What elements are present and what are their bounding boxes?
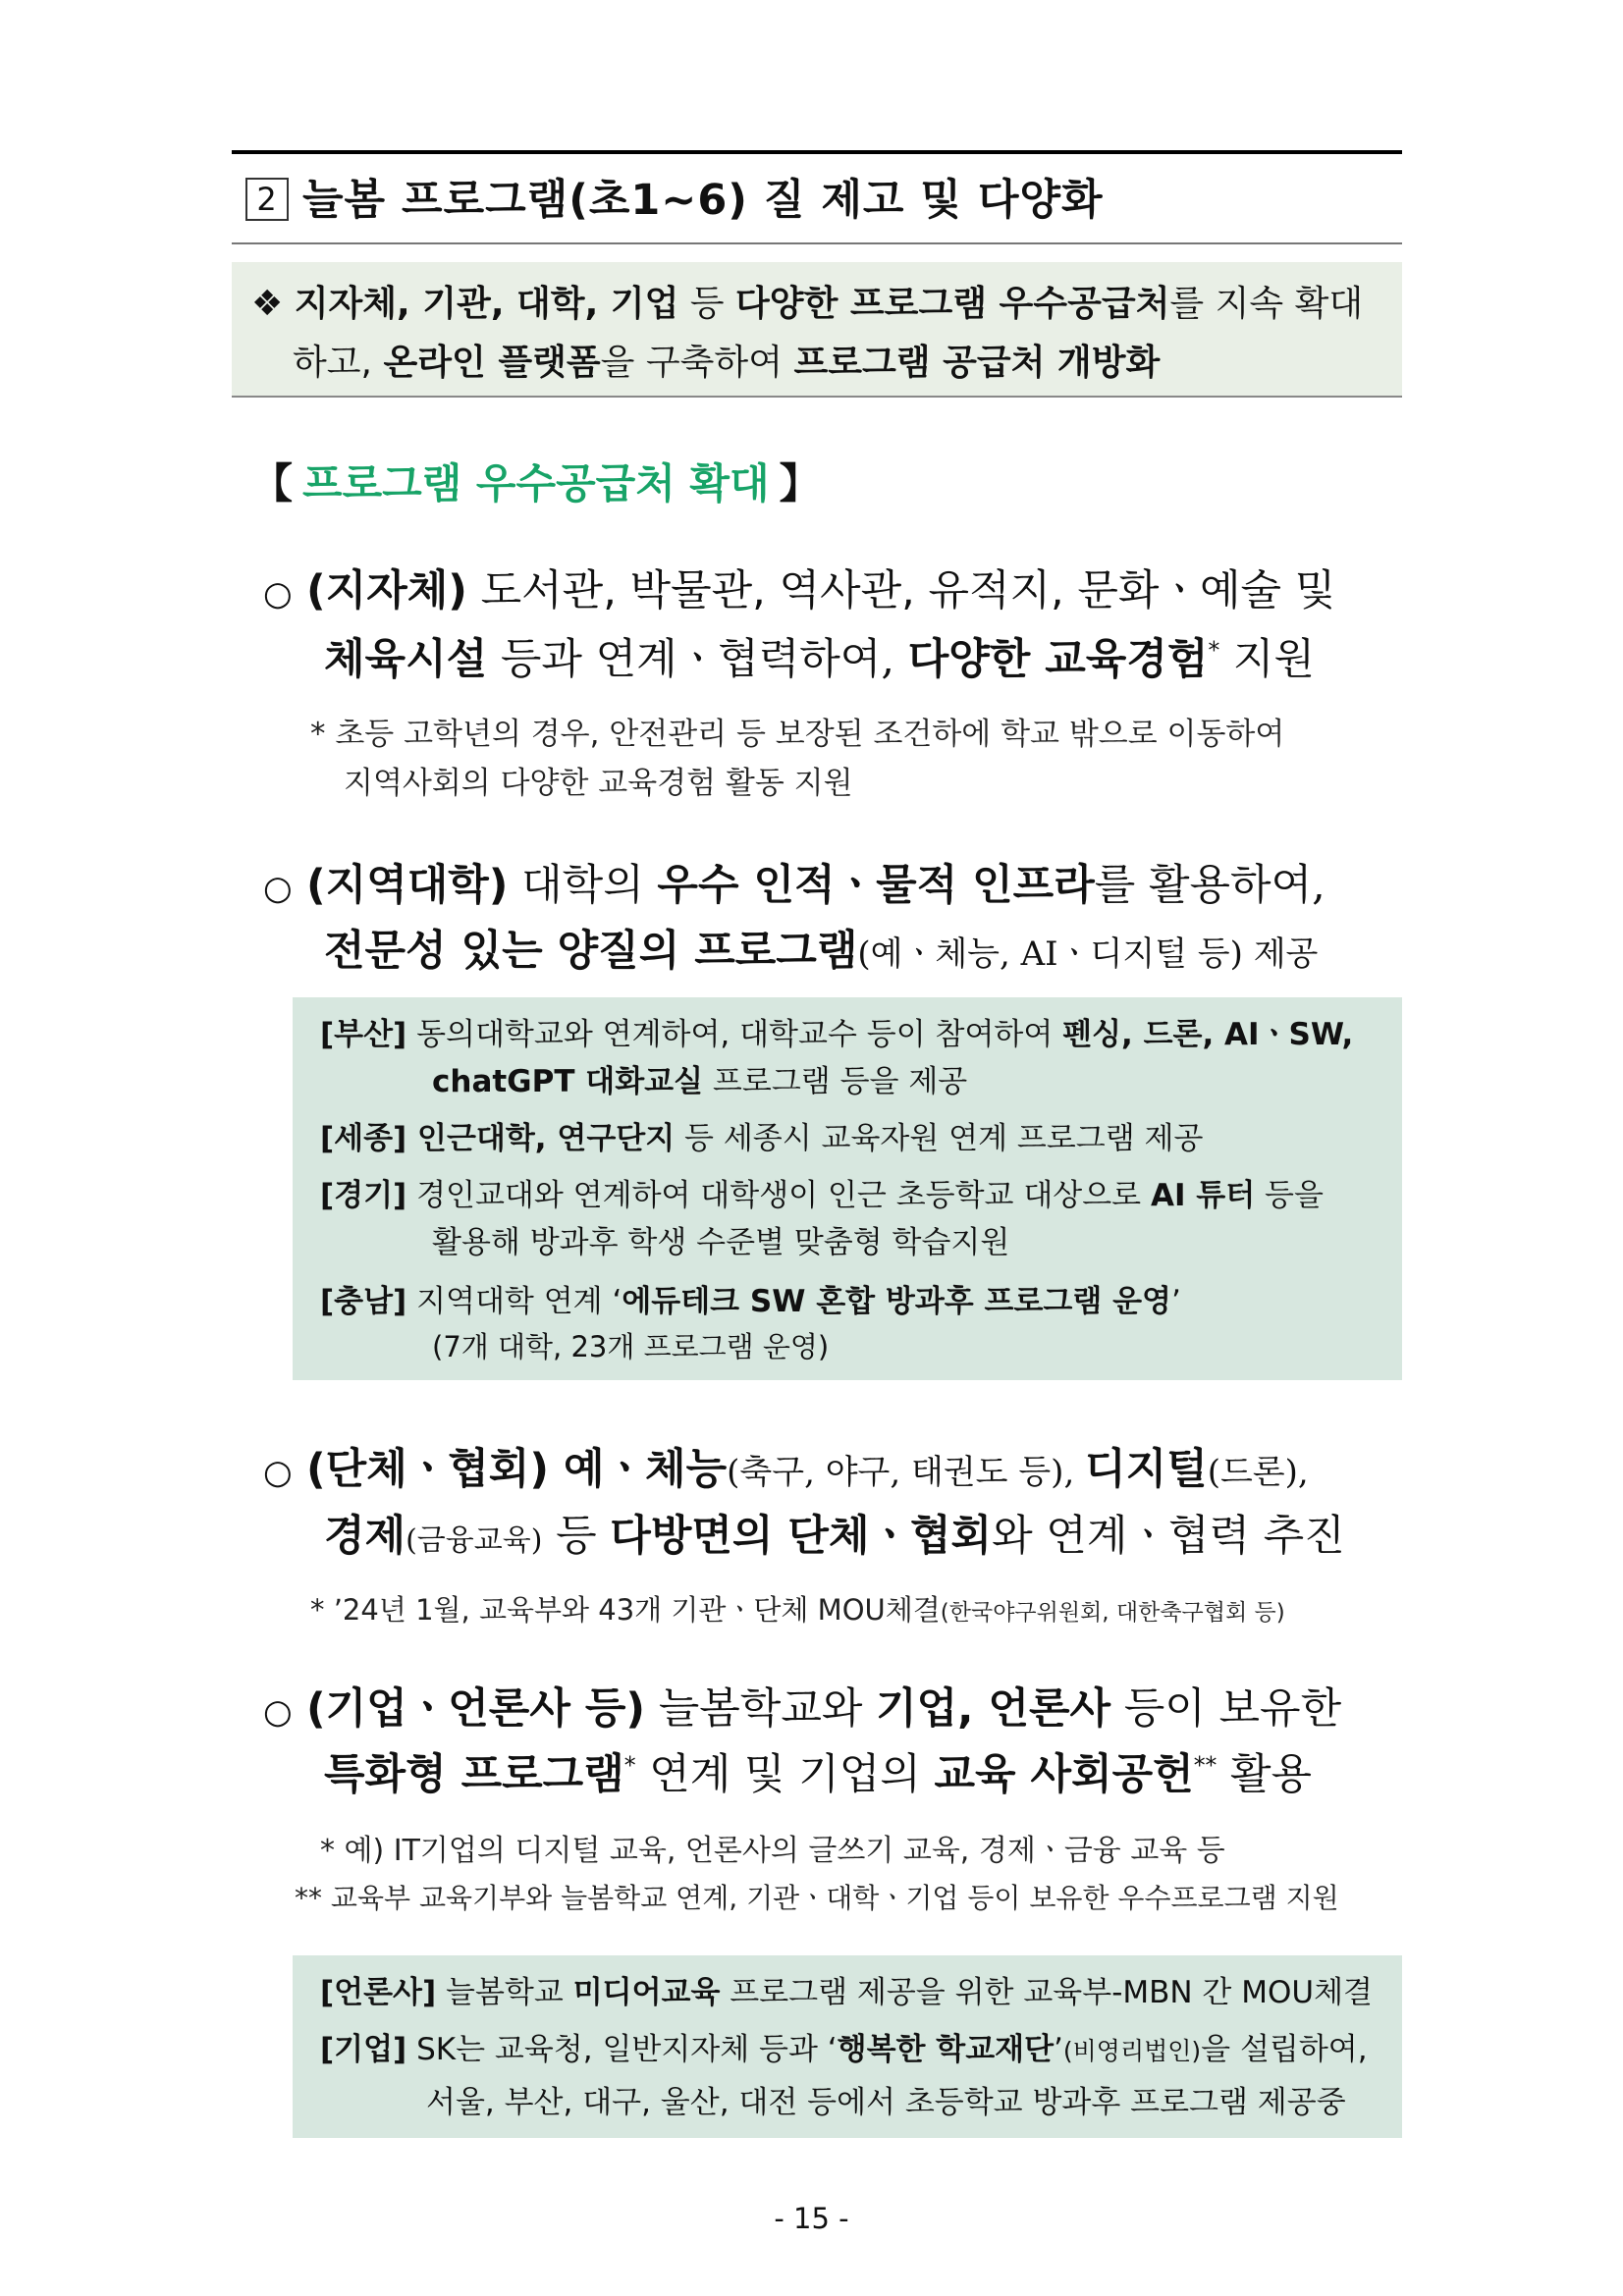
item-text: 를 활용하여,: [1094, 861, 1325, 910]
item-lead: (지자체): [306, 566, 467, 615]
circle-bullet-icon: ○: [263, 869, 293, 908]
summary-text: 하고,: [293, 343, 384, 383]
example-sejong: [320, 1113, 1203, 1157]
example-busan-1: [320, 1009, 1353, 1053]
circle-bullet-icon: ○: [263, 1453, 293, 1492]
summary-line-2: [293, 335, 1160, 385]
example-text: 경인교대와 연계하여 대학생이 인근 초등학교 대상으로: [406, 1178, 1151, 1213]
example-text: 을 설립하여,: [1201, 2032, 1368, 2067]
note-small-text: (한국야구위원회, 대한축구협회 등): [940, 1600, 1285, 1626]
page-number: - 15 -: [774, 2202, 849, 2235]
example-tag: [부산]: [320, 1017, 407, 1052]
bracket-open: 【: [251, 459, 294, 507]
footnote-marker: **: [1193, 1751, 1217, 1780]
item-text: 와 연계ㆍ협력 추진: [992, 1512, 1345, 1561]
item-text: 활용: [1217, 1750, 1313, 1799]
circle-bullet-icon: ○: [263, 574, 293, 614]
example-gyeonggi-1: [320, 1170, 1324, 1214]
item-text: (금융교육): [406, 1523, 543, 1558]
example-corp-2: 서울, 부산, 대구, 울산, 대전 등에서 초등학교 방과후 프로그램 제공중: [426, 2085, 1346, 2120]
summary-bold-text: 온라인 플랫폼: [383, 343, 601, 383]
item-bold: 특화형 프로그램: [324, 1750, 624, 1799]
item-bold: 디지털: [1085, 1445, 1208, 1494]
item-text: (축구, 야구, 태권도 등),: [727, 1453, 1086, 1492]
example-corp-1: [320, 2024, 1368, 2068]
item-text: 지원: [1219, 635, 1316, 684]
item-local-note-2: 지역사회의 다양한 교육경험 활동 지원: [344, 766, 853, 801]
summary-text: 등: [678, 284, 736, 324]
item-text: 등이 보유한: [1110, 1684, 1342, 1734]
example-text: 등을: [1255, 1178, 1324, 1213]
example-text: ’: [1054, 2032, 1063, 2067]
item-text: 늘봄학교와: [645, 1684, 877, 1734]
example-text: ’: [1171, 1284, 1181, 1319]
bracket-close: 】: [779, 459, 821, 507]
item-bold: 다방면의 단체ㆍ협회: [610, 1512, 993, 1561]
subheading-text: 프로그램 우수공급처 확대: [302, 459, 770, 507]
example-box-corp: [293, 1955, 1402, 2138]
item-lead: (기업ㆍ언론사 등): [306, 1684, 646, 1734]
summary-line-1: [251, 276, 1363, 326]
item-bold: 우수 인적ㆍ물적 인프라: [657, 861, 1095, 910]
item-univ-line-2: [324, 918, 1318, 978]
example-bold: AI 튜터: [1150, 1178, 1256, 1213]
item-bold: 체육시설: [324, 635, 488, 684]
section-underline: [232, 242, 1402, 244]
item-text: 등: [542, 1512, 611, 1561]
example-bold: 펜싱, 드론, AIㆍSW,: [1062, 1017, 1354, 1052]
item-text: (예ㆍ체능, AIㆍ디지털 등) 제공: [857, 934, 1319, 974]
item-text: 등과 연계ㆍ협력하여,: [487, 635, 908, 684]
item-bold: 교육 사회공헌: [934, 1750, 1194, 1799]
example-bold: chatGPT 대화교실: [432, 1064, 704, 1099]
item-org-note: [310, 1588, 1285, 1629]
item-lead: (단체ㆍ협회): [306, 1445, 549, 1494]
example-text: 동의대학교와 연계하여, 대학교수 등이 참여하여: [406, 1017, 1063, 1052]
item-bold: 다양한 교육경험: [907, 635, 1209, 684]
item-bold: 예ㆍ체능: [549, 1445, 728, 1494]
example-tag: [기업]: [320, 2032, 407, 2067]
item-bold: 경제: [324, 1512, 406, 1561]
example-chungnam-1: [320, 1276, 1181, 1320]
item-corp-line-2: [324, 1741, 1312, 1801]
top-rule: [232, 150, 1402, 154]
example-text: 프로그램 등을 제공: [703, 1064, 968, 1099]
item-org-line-1: [263, 1436, 1309, 1496]
note-text: * ’24년 1월, 교육부와 43개 기관ㆍ단체 MOU체결: [310, 1593, 941, 1627]
section-number-box: 2: [245, 178, 289, 221]
item-local-line-1: [263, 558, 1335, 617]
example-text: SK는 교육청, 일반지자체 등과 ‘: [406, 2032, 838, 2067]
example-chungnam-2: (7개 대학, 23개 프로그램 운영): [432, 1330, 830, 1363]
subheading: [251, 452, 821, 510]
example-tag: [경기]: [320, 1178, 407, 1213]
example-tag: [언론사]: [320, 1975, 437, 2010]
circle-bullet-icon: ○: [263, 1692, 293, 1732]
summary-text: 를 지속 확대: [1169, 284, 1364, 324]
example-bold: 인근대학, 연구단지: [406, 1121, 676, 1156]
summary-text: 을 구축하여: [600, 343, 794, 383]
example-busan-2: [432, 1056, 967, 1100]
example-bold: 에듀테크 SW 혼합 방과후 프로그램 운영: [622, 1284, 1171, 1319]
example-text: 늘봄학교: [436, 1975, 573, 2010]
item-lead: (지역대학): [306, 861, 509, 910]
item-text: 도서관, 박물관, 역사관, 유적지, 문화ㆍ예술 및: [466, 566, 1336, 615]
item-local-line-2: [324, 626, 1315, 686]
summary-bold-text: 프로그램 공급처 개방화: [793, 343, 1161, 383]
item-univ-line-1: [263, 852, 1325, 912]
summary-bold-text: 다양한 프로그램 우수공급처: [735, 284, 1170, 324]
diamond-bullet-icon: ❖: [251, 284, 284, 324]
item-corp-line-1: [263, 1676, 1341, 1735]
item-text: 연계 및 기업의: [635, 1750, 935, 1799]
example-media: [320, 1967, 1373, 2011]
item-local-note-1: * 초등 고학년의 경우, 안전관리 등 보장된 조건하에 학교 밖으로 이동하여: [310, 717, 1285, 752]
section-title-text: 늘봄 프로그램(초1~6) 질 제고 및 다양화: [302, 176, 1104, 225]
example-text: 프로그램 제공을 위한 교육부-MBN 간 MOU체결: [720, 1975, 1373, 2010]
example-tag: [세종]: [320, 1121, 407, 1156]
summary-bold-text: 지자체, 기관, 대학, 기업: [294, 284, 679, 324]
item-bold: 전문성 있는 양질의 프로그램: [324, 927, 858, 976]
example-text: 지역대학 연계 ‘: [406, 1284, 622, 1319]
footnote-marker: *: [623, 1751, 636, 1780]
example-gyeonggi-2: 활용해 방과후 학생 수준별 맞춤형 학습지원: [432, 1225, 1010, 1260]
item-corp-note-1: * 예) IT기업의 디지털 교육, 언론사의 글쓰기 교육, 경제ㆍ금융 교육 등: [320, 1834, 1225, 1868]
summary-box: [232, 262, 1402, 398]
example-bold: 미디어교육: [572, 1975, 721, 2010]
item-text: 대학의: [508, 861, 658, 910]
section-title: [245, 167, 1104, 227]
example-small-text: (비영리법인): [1062, 2037, 1202, 2065]
example-text: 등 세종시 교육자원 연계 프로그램 제공: [675, 1121, 1204, 1156]
example-box-univ: [293, 997, 1402, 1380]
item-bold: 기업, 언론사: [876, 1684, 1111, 1734]
example-tag: [충남]: [320, 1284, 407, 1319]
footnote-marker: *: [1208, 636, 1220, 665]
example-bold: 행복한 학교재단: [837, 2032, 1055, 2067]
item-org-line-2: [324, 1503, 1345, 1563]
item-corp-note-2: ** 교육부 교육기부와 늘봄학교 연계, 기관ㆍ대학ㆍ기업 등이 보유한 우수프로그램 지원: [295, 1882, 1339, 1914]
item-text: (드론),: [1207, 1453, 1309, 1492]
